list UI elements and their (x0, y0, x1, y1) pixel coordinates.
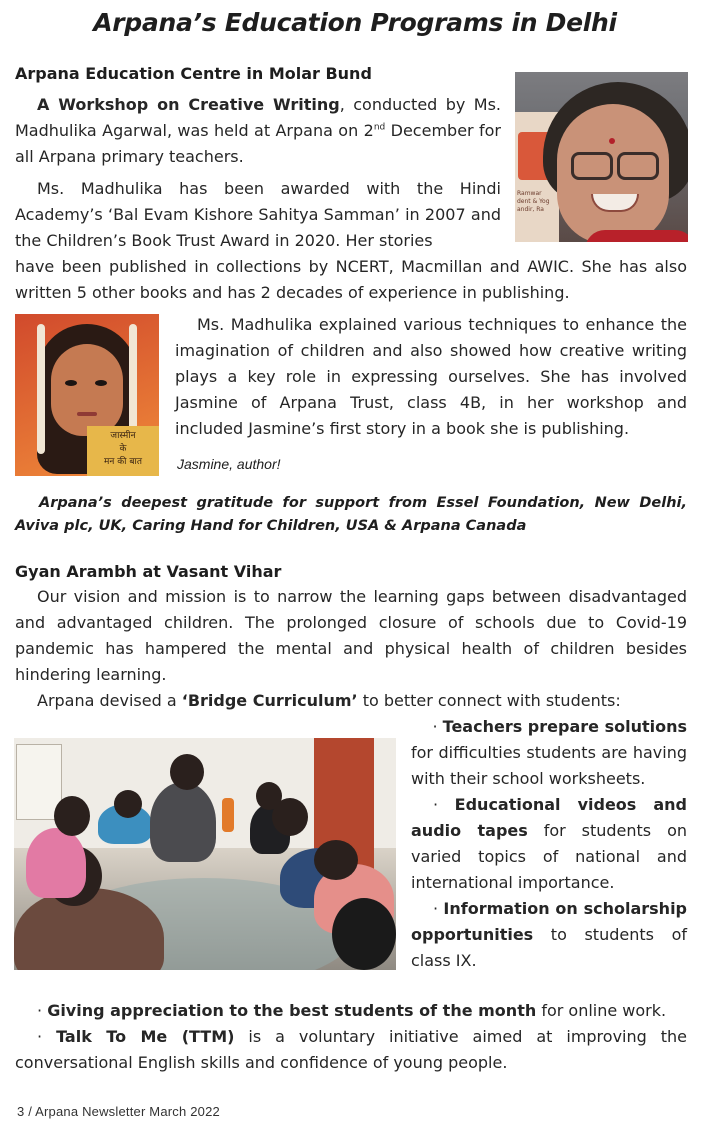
book-title-line-2: के (119, 444, 127, 454)
workshop-paragraph (15, 92, 501, 170)
student-pink (26, 828, 86, 898)
bullet-list-full-width (15, 998, 687, 1076)
ribbon-left (37, 324, 45, 454)
student-head (332, 898, 396, 970)
photo-caption: Jasmine, author! (177, 456, 281, 472)
bridge-curriculum-term: ‘Bridge Curriculum’ (181, 691, 358, 710)
bullet-5-title: Talk To Me (TTM) (56, 1027, 235, 1046)
bullet-2-title: Educational videos and audio tapes (411, 795, 687, 840)
bullet-item-5 (15, 1024, 687, 1076)
awards-text: Ms. Madhulika has been awarded with the Hindi Academy’s ‘Bal Evam Kishore Sahitya Samman’ in 2007 and the Children’s Book Trust Award in 2020. Her stories (15, 179, 501, 250)
bullet-list-beside-photo (411, 714, 687, 974)
bottle (222, 798, 234, 832)
bullet-4-text: for online work. (536, 1001, 667, 1020)
publishing-text: have been published in collections by NCERT, Macmillan and AWIC. She has also written 5 other books and has 2 decades of experience in publishing. (15, 257, 687, 302)
section-heading-molar-bund: Arpana Education Centre in Molar Bund (15, 64, 372, 83)
bullet-glyph: · (37, 1027, 43, 1046)
page-title: Arpana’s Education Programs in Delhi (93, 8, 617, 37)
bullet-3-text: to students of class IX. (411, 925, 687, 970)
bullet-2-text: for students on varied topics of national and international importance. (411, 821, 687, 892)
bullet-glyph: · (432, 717, 438, 736)
workshop-text-end: December for all Arpana primary teachers. (15, 121, 502, 166)
bullet-5-text: is a voluntary initiative aimed at improving the conversational English skills and confidence of young people. (15, 1027, 688, 1072)
madhulika-portrait-photo (515, 72, 688, 242)
vision-text: Our vision and mission is to narrow the learning gaps between disadvantaged and advantaged children. The prolonged closure of schools due to Covid-19 pandemic has hampered the mental and physical health of children besides hindering learning. (15, 587, 687, 684)
bullet-item-4 (15, 998, 687, 1024)
gratitude-text: Arpana’s deepest gratitude for support from Essel Foundation, New Delhi, Aviva plc, UK, Caring Hand for Children, USA & Arpana Canada (15, 495, 687, 534)
bullet-1-title: Teachers prepare solutions (442, 717, 687, 736)
bullet-item-2 (411, 792, 687, 896)
bullet-4-title: Giving appreciation to the best students of the month (47, 1001, 537, 1020)
awards-paragraph (15, 176, 501, 254)
bridge-curriculum-paragraph (15, 688, 687, 714)
jasmine-face (51, 344, 123, 436)
bridge-pre: Arpana devised a (37, 691, 182, 710)
bullet-glyph: · (433, 795, 439, 814)
page-footer: 3 / Arpana Newsletter March 2022 (17, 1104, 220, 1119)
student-head (272, 798, 308, 836)
poster-text: Ramwar dent & Yog andir, Ra (517, 190, 550, 213)
bindi (609, 138, 615, 144)
teacher-head (170, 754, 204, 790)
student-head (54, 796, 90, 836)
classroom-photo (14, 738, 396, 970)
jasmine-book-cover-photo (15, 314, 159, 476)
workshop-text: , conducted by Ms. Madhulika Agarwal, was held at Arpana on 2 (15, 95, 502, 140)
eye-left (65, 380, 77, 386)
student-head (114, 790, 142, 818)
glasses-left (571, 152, 613, 180)
date-superscript: nd (373, 122, 386, 133)
bullet-1-text: for difficulties students are having with their school worksheets. (411, 743, 687, 788)
portrait-clothing (585, 230, 688, 242)
book-title-line-3: मन की बात (104, 457, 142, 467)
bullet-3-title: Information on scholarship opportunities (411, 899, 687, 944)
bullet-glyph: · (433, 899, 439, 918)
techniques-paragraph (175, 312, 687, 442)
glasses-right (617, 152, 659, 180)
workshop-title: A Workshop on Creative Writing (37, 95, 340, 114)
gratitude-note (15, 492, 687, 538)
vision-paragraph (15, 584, 687, 688)
bridge-post: to better connect with students: (357, 691, 621, 710)
bullet-glyph: · (37, 1001, 43, 1020)
book-title-line-1: जास्मीन (110, 431, 136, 441)
student-head (314, 840, 358, 880)
teacher (150, 782, 216, 862)
publishing-paragraph (15, 254, 687, 306)
book-title-label (87, 426, 159, 476)
eye-right (95, 380, 107, 386)
bullet-item-3 (411, 896, 687, 974)
mouth (77, 412, 97, 416)
bullet-item-1-first-line (411, 714, 687, 740)
section-heading-vasant-vihar: Gyan Arambh at Vasant Vihar (15, 562, 282, 581)
techniques-text: Ms. Madhulika explained various techniques to enhance the imagination of children and also showed how creative writing plays a key role in expressing ourselves. She has involved Jasmine of Arpana Trust, class 4B, in her workshop and included Jasmine’s first story in a book she is publishing. (175, 315, 687, 438)
